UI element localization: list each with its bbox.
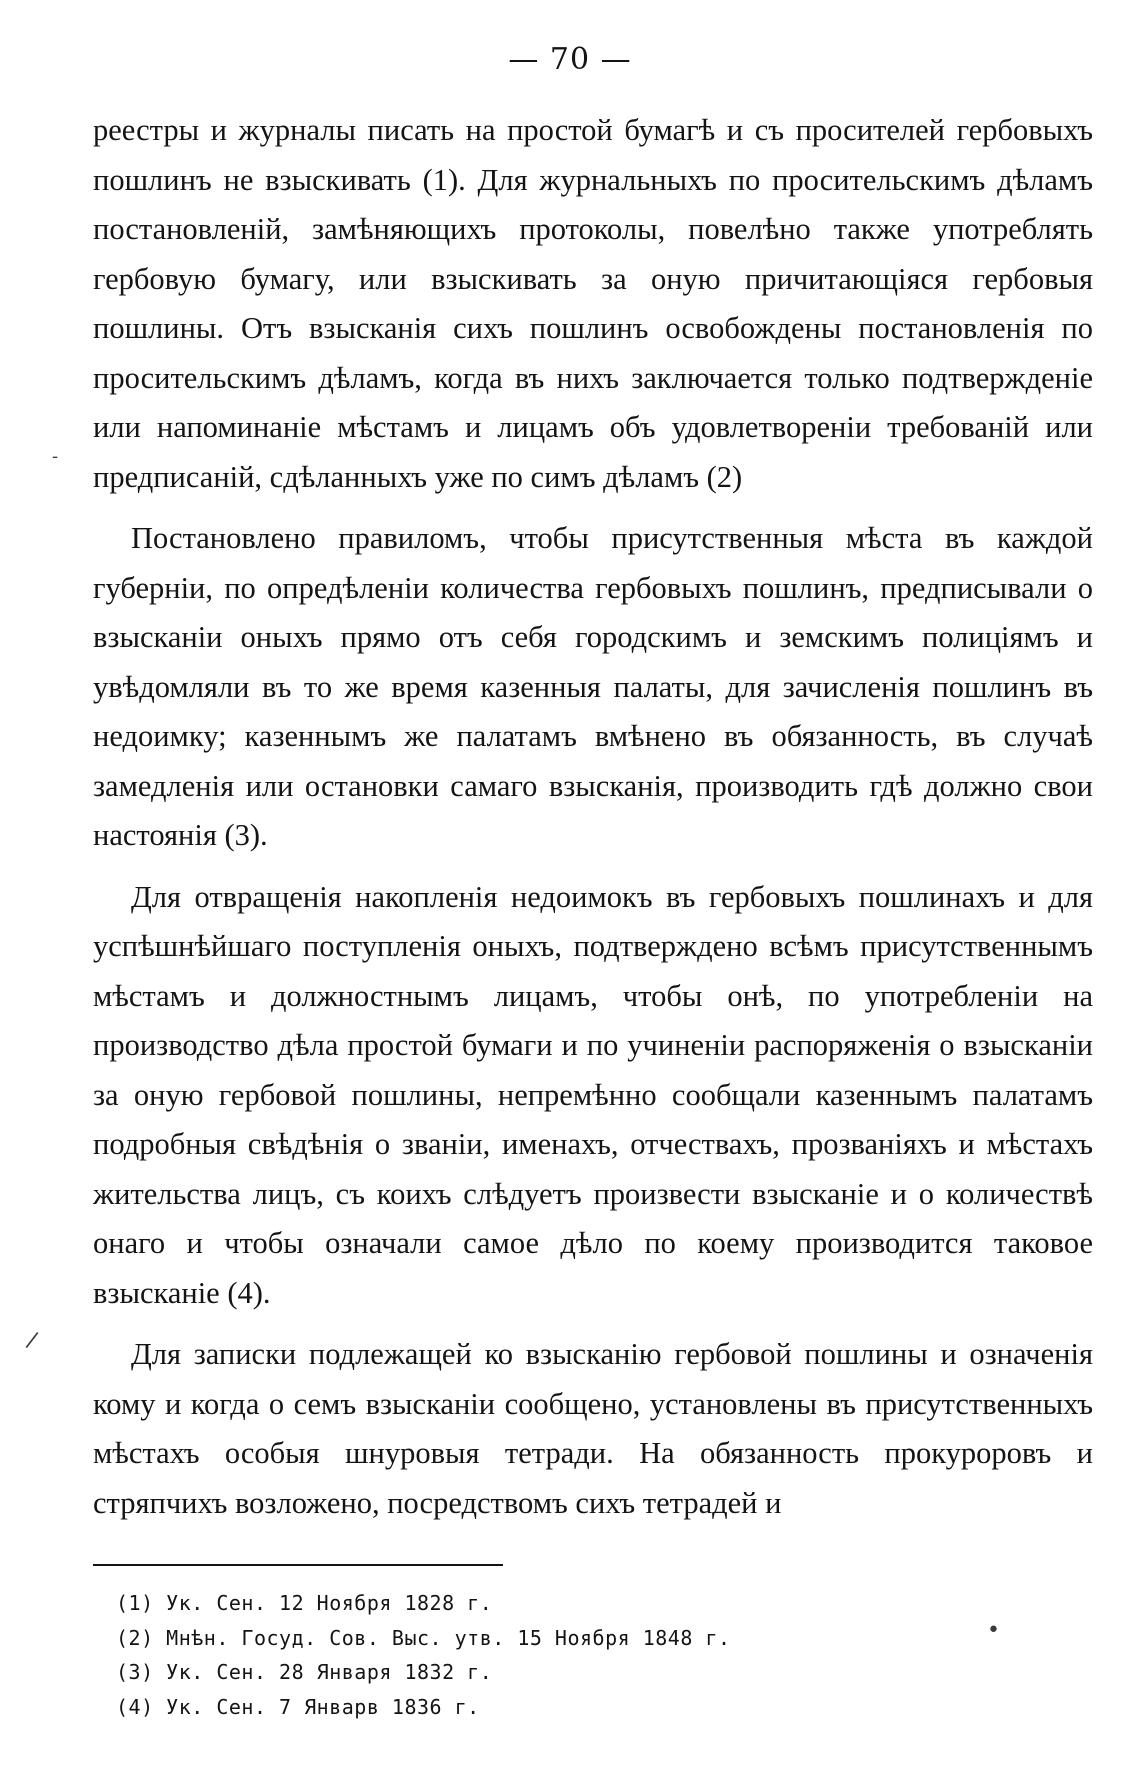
footnote-2: (2) Мнѣн. Госуд. Сов. Выс. утв. 15 Ноября 1848 г. bbox=[116, 1625, 731, 1650]
margin-dot-mark: • bbox=[987, 1618, 1000, 1643]
paragraph-1: реестры и журналы писать на простой бумагѣ и съ просителей гербовыхъ пошлинъ не взыскивать (1). Для журнальныхъ по просительскимъ дѣламъ постановленій, замѣняющихъ протоколы, повелѣно также употреблять гербовую бумагу, или взыскивать за оную причитающіяся гербовыя пошлины. Отъ взысканія сихъ пошлинъ освобождены постановленія по просительскимъ дѣламъ, когда въ нихъ заключается только подтвержденіе или напоминаніе мѣстамъ и лицамъ объ удовлетвореніи требованій или предписаній, сдѣланныхъ уже по симъ дѣламъ (2) bbox=[93, 113, 1093, 494]
margin-slash-mark: / bbox=[24, 1327, 40, 1354]
paragraph-4: Для записки подлежащей ко взысканію гербовой пошлины и означенія кому и когда о семъ взысканіи сообщено, установлены въ присутственныхъ мѣстахъ особыя шнуровыя тетради. На обязанность прокуроровъ и стряпчихъ возложено, посредствомъ сихъ тетрадей и bbox=[93, 1337, 1093, 1520]
footnote-divider bbox=[93, 1564, 503, 1566]
main-text bbox=[93, 106, 1093, 1540]
footnote-1: (1) Ук. Сен. 12 Ноября 1828 г. bbox=[116, 1591, 493, 1615]
page-number: — 70 — bbox=[508, 42, 632, 77]
footnotes bbox=[116, 1586, 1016, 1724]
footnote-3: (3) Ук. Сен. 28 Января 1832 г. bbox=[116, 1660, 493, 1684]
footnote-4: (4) Ук. Сен. 7 Январв 1836 г. bbox=[116, 1694, 480, 1719]
paragraph-2: Постановлено правиломъ, чтобы присутственныя мѣста въ каждой губерніи, по опредѣленіи количества гербовыхъ пошлинъ, предписывали о взысканіи оныхъ прямо отъ себя городскимъ и земскимъ полиціямъ и увѣдомляли въ то же время казенныя палаты, для зачисленія пошлинъ въ недоимку; казеннымъ же палатамъ вмѣнено въ обязанность, въ случаѣ замедленія или остановки самаго взысканія, производить гдѣ должно свои настоянія (3). bbox=[93, 521, 1093, 852]
paragraph-3: Для отвращенія накопленія недоимокъ въ гербовыхъ пошлинахъ и для успѣшнѣйшаго поступленія оныхъ, подтверждено всѣмъ присутственнымъ мѣстамъ и должностнымъ лицамъ, чтобы онѣ, по употребленіи на производство дѣла простой бумаги и по учиненіи распоряженія о взысканіи за оную гербовой пошлины, непремѣнно сообщали казеннымъ палатамъ подробныя свѣдѣнія о званіи, именахъ, отчествахъ, прозваніяхъ и мѣстахъ жительства лицъ, съ коихъ слѣдуетъ произвести взысканіе и о количествѣ онаго и чтобы означали самое дѣло по коему производится таковое взысканіе (4). bbox=[93, 879, 1093, 1310]
margin-dash-mark: - bbox=[52, 446, 59, 467]
